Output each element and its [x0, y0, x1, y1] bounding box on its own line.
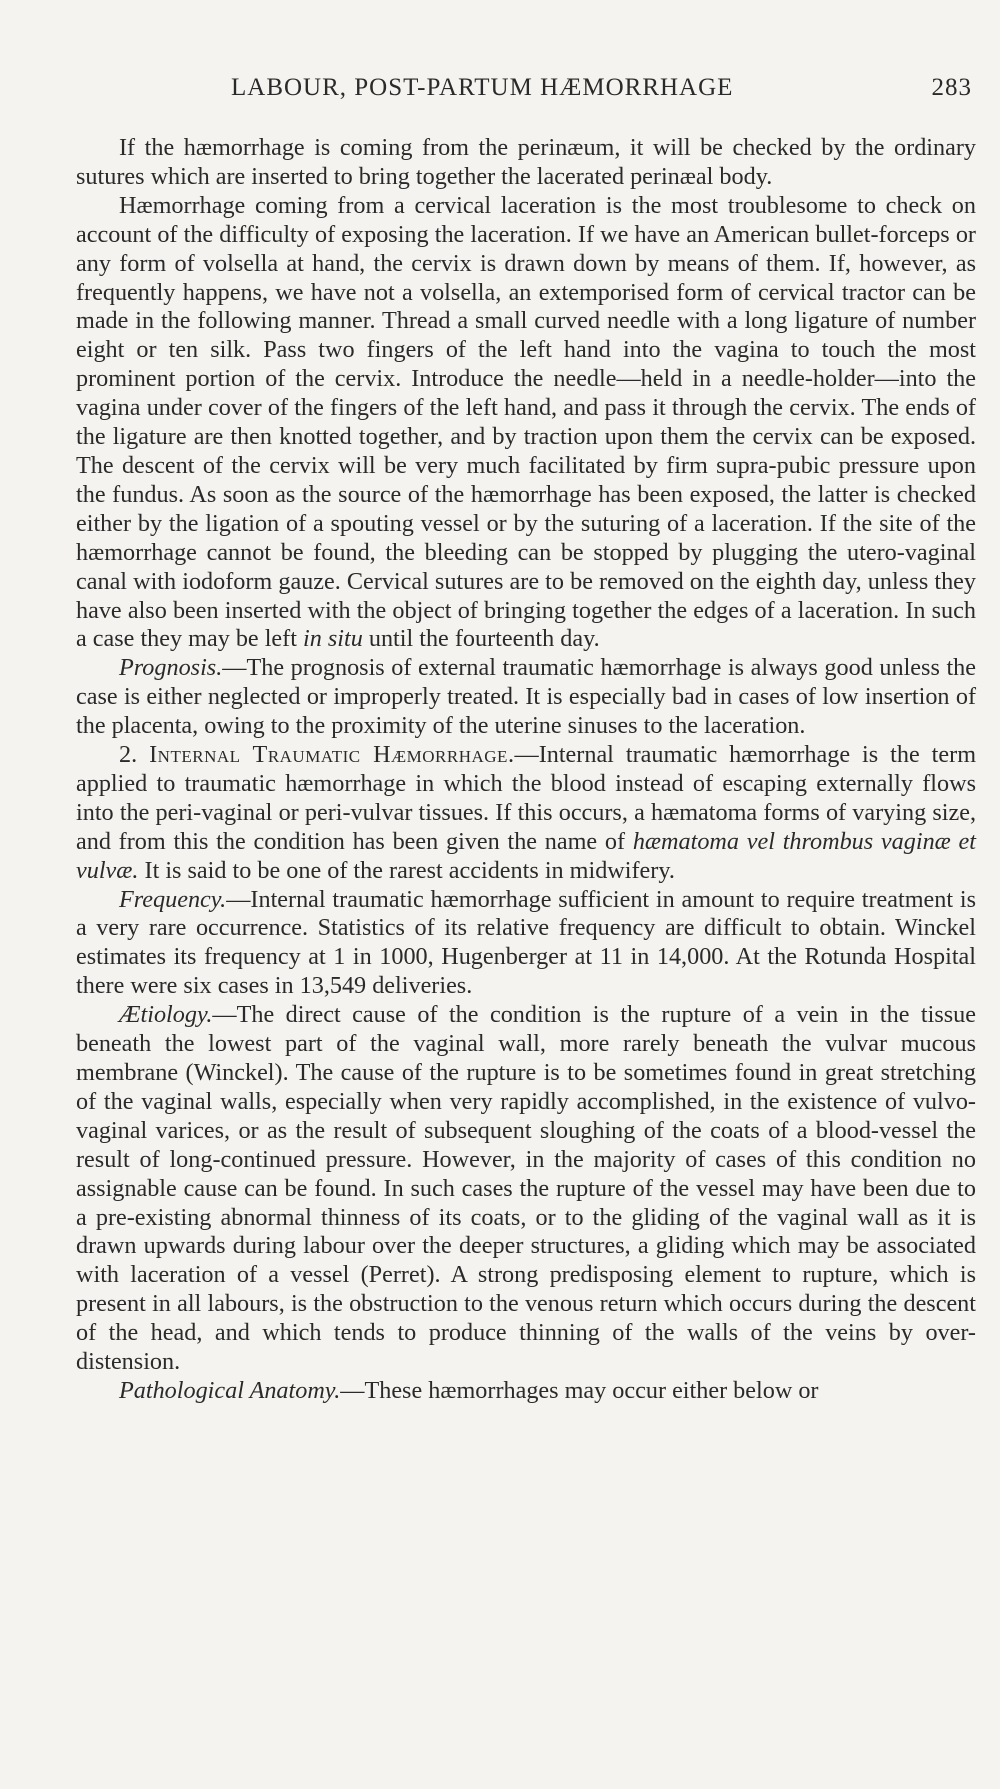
section-heading-frequency: Frequency. [119, 885, 227, 913]
italic-phrase: in situ [302, 625, 363, 653]
paragraph-text: —The direct cause of the condition is the rupture of a vein in the tissue beneath the lowest part of the vaginal wall, more rarely beneath the vulvar mucous membrane (Winckel). The cause of the rupture is to be sometimes found in great stretching of the vaginal walls, especially when very rapidly accomplished, in the existence of vulvo-vaginal varices, or as the result of subsequent sloughing of the coats of a blood-vessel the result of long-continued pressure. However, in the majority of cases of this condition no assignable cause can be found. In such cases the rupture of the vessel may have been due to a pre-existing abnormal thinness of its coats, or to the gliding of the vaginal wall as it is drawn upwards during labour over the deeper structures, a gliding which may be associated with laceration of a vessel (Perret). A strong predisposing element to rupture, which is present in all labours, is the obstruction to the venous return which occurs during the descent of the head, and which tends to produce thinning of the walls of the veins by over-distension. [76, 1001, 976, 1376]
paragraph-text: —The prognosis of external traumatic hæmorrhage is always good unless the case is either neglected or improperly treated. It is especially bad in cases of low insertion of the placenta, owing to the proximity of the uterine sinuses to the laceration. [76, 654, 976, 740]
paragraph-text: Hæmorrhage coming from a cervical laceration is the most troublesome to check on account of the difficulty of exposing the laceration. If we have an American bullet-forceps or any form of volsella at hand, the cervix is drawn down by means of them. If, however, as frequently happens, we have not a volsella, an extemporised form of cervical tractor can be made in the following manner. Thread a small curved needle with a long ligature of number eight or ten silk. Pass two fingers of the left hand into the vagina to touch the most prominent portion of the cervix. Introduce the needle—held in a needle-holder—into the vagina under cover of the fingers of the left hand, and pass it through the cervix. The ends of the ligature are then knotted together, and by traction upon them the cervix can be exposed. The descent of the cervix will be very much facilitated by firm supra-pubic pressure upon the fundus. As soon as the source of the hæmorrhage has been exposed, the latter is checked either by the ligation of a spouting vessel or by the suturing of a laceration. If the site of the hæmorrhage cannot be found, the bleeding can be stopped by plugging the utero-vaginal canal with iodoform gauze. Cervical sutures are to be removed on the eighth day, unless they have also been inserted with the object of bringing together the edges of a laceration. In such a case they may be left [76, 191, 976, 653]
running-head [76, 74, 976, 104]
page-number: 283 [931, 74, 972, 101]
body-text [76, 134, 976, 1406]
paragraph-text: —Internal traumatic hæmorrhage is the term applied to traumatic hæmorrhage in which the blood instead of escaping externally flows into the peri-vaginal or peri-vulvar tissues. If this occurs, a hæmatoma forms of varying size, and from this the condition has been given the name of [76, 741, 977, 855]
paragraph-text: until the fourteenth day. [368, 625, 600, 653]
section-number: 2. [119, 741, 138, 769]
paragraph-cervical-haemorrhage [76, 192, 976, 655]
paragraph-perineal-haemorrhage [76, 134, 976, 192]
section-heading-pathological-anatomy: Pathological Anatomy. [119, 1376, 341, 1404]
section-heading-internal-traumatic: Internal Traumatic Hæmorrhage. [149, 741, 515, 769]
paragraph-text: If the hæmorrhage is coming from the perinæum, it will be checked by the ordinary sutures which are inserted to bring together the lacerated perinæal body. [76, 134, 976, 190]
paragraph-text: —Internal traumatic hæmorrhage sufficient in amount to require treatment is a very rare occurrence. Statistics of its relative frequency are difficult to obtain. Winckel estimates its frequency at 1 in 1000, Hugenberger at 11 in 14,000. At the Rotunda Hospital there were six cases in 13,549 deliveries. [76, 885, 976, 1000]
paragraph-frequency [76, 886, 976, 1002]
paragraph-text: It is said to be one of the rarest accidents in midwifery. [144, 856, 675, 884]
paragraph-aetiology [76, 1001, 976, 1377]
italic-phrase: hæmatoma vel thrombus vaginæ et vulvæ. [76, 827, 977, 884]
section-heading-aetiology: Ætiology. [119, 1001, 213, 1029]
running-title: LABOUR, POST-PARTUM HÆMORRHAGE [231, 74, 734, 101]
paragraph-text: —These hæmorrhages may occur either below or [340, 1376, 819, 1404]
paragraph-pathological-anatomy [76, 1377, 976, 1406]
paragraph-prognosis [76, 654, 976, 741]
paragraph-internal-traumatic [76, 741, 976, 886]
section-heading-prognosis: Prognosis. [119, 654, 223, 682]
